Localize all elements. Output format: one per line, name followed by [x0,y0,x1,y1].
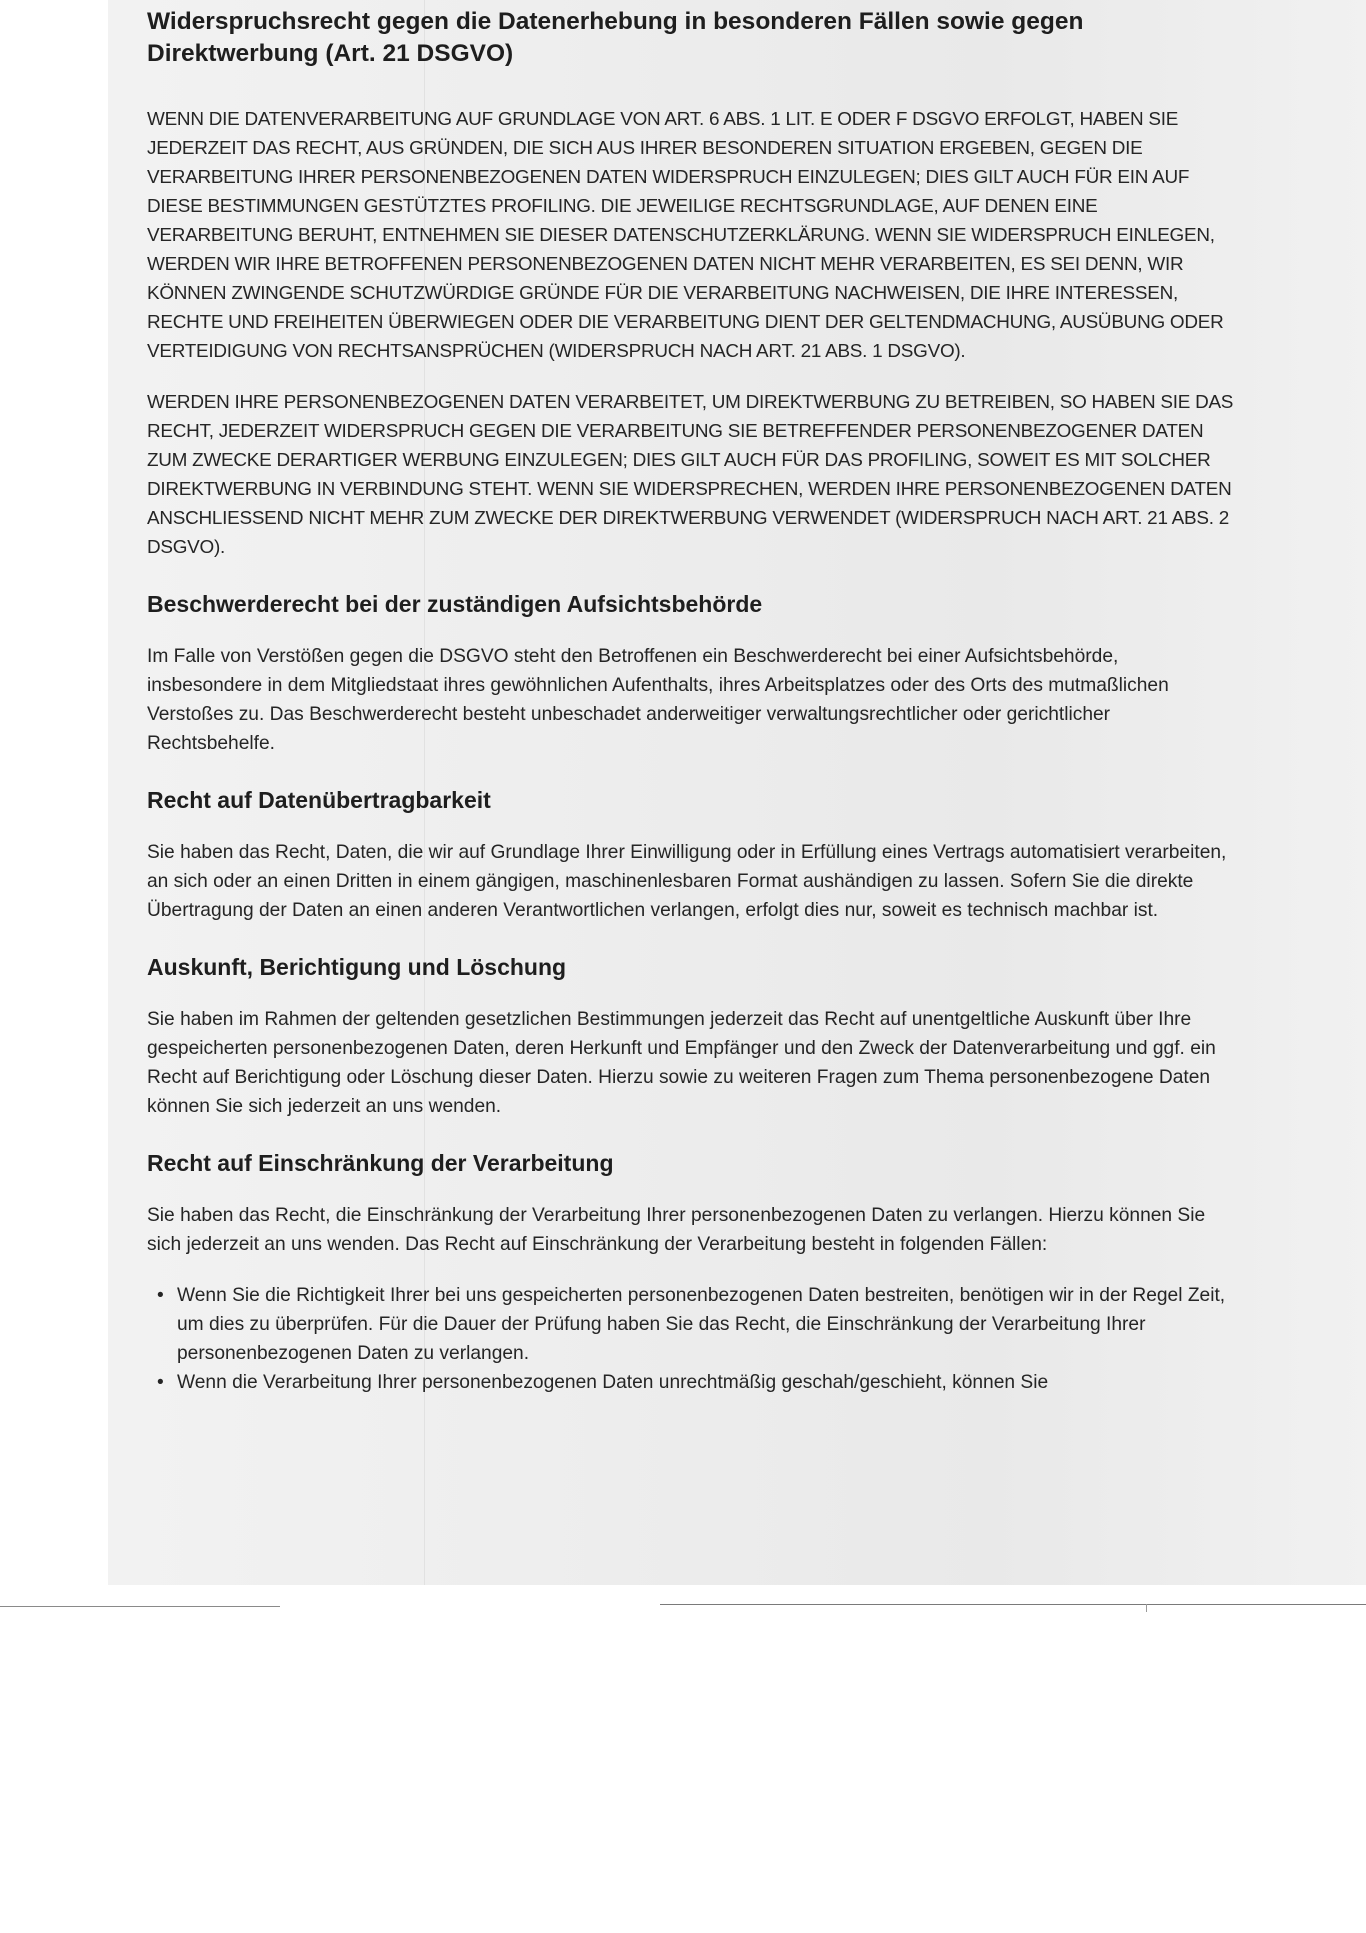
page-edge-tick [1146,1604,1147,1612]
heading-widerspruchsrecht: Widerspruchsrecht gegen die Datenerhebung in besonderen Fällen sowie gegen Direktwerbung (Art. 21 DSGVO) [147,8,1084,67]
page-edge-line [0,1606,280,1607]
paragraph-widerspruch-art21-abs1: WENN DIE DATENVERARBEITUNG AUF GRUNDLAGE VON ART. 6 ABS. 1 LIT. E ODER F DSGVO ERFOLGT, HABEN SIE JEDERZEIT DAS RECHT, AUS GRÜNDEN, DIE SICH AUS IHRER BESONDEREN SITUATION ERGEBEN, GEGEN DIE VERARBEITUNG IHRER PERSONENBEZOGENEN DATEN WIDERSPRUCH EINZULEGEN; DIES GILT AUCH FÜR EIN AUF DIESE BESTIMMUNGEN GESTÜTZTES PROFILING. DIE JEWEILIGE RECHTSGRUNDLAGE, AUF DENEN EINE VERARBEITUNG BERUHT, ENTNEHMEN SIE DIESER DATENSCHUTZERKLÄRUNG. WENN SIE WIDERSPRUCH EINLEGEN, WERDEN WIR IHRE BETROFFENEN PERSONENBEZOGENEN DATEN NICHT MEHR VERARBEITEN, ES SEI DENN, WIR KÖNNEN ZWINGENDE SCHUTZWÜRDIGE GRÜNDE FÜR DIE VERARBEITUNG NACHWEISEN, DIE IHRE INTERESSEN, RECHTE UND FREIHEITEN ÜBERWIEGEN ODER DIE VERARBEITUNG DIENT DER GELTENDMACHUNG, AUSÜBUNG ODER VERTEIDIGUNG VON RECHTSANSPRÜCHEN (WIDERSPRUCH NACH ART. 21 ABS. 1 DSGVO). [147,109,1224,362]
paragraph-einschraenkung: Sie haben das Recht, die Einschränkung der Verarbeitung Ihrer personenbezogenen Daten zu verlangen. Hierzu können Sie sich jederzeit an uns wenden. Das Recht auf Einschränkung der Verarbeitung besteht in folgenden Fällen: [147,1205,1206,1255]
list-item: • Wenn Sie die Richtigkeit Ihrer bei uns gespeicherten personenbezogenen Daten bestreiten, benötigen wir in der Regel Zeit, um dies zu überprüfen. Für die Dauer der Prüfung haben Sie das Recht, die Einschränkung der Verarbeitung Ihrer personenbezogenen Daten zu verlangen. [177,1281,1237,1368]
section-widerspruchsrecht [147,105,1237,562]
heading-auskunft: Auskunft, Berichtigung und Löschung [147,954,567,980]
paragraph-datenuebertragbarkeit: Sie haben das Recht, Daten, die wir auf Grundlage Ihrer Einwilligung oder in Erfüllung eines Vertrags automatisiert verarbeiten, an sich oder an einen Dritten in einem gängigen, maschinenlesbaren Format aushändigen zu lassen. Sofern Sie die direkte Übertragung der Daten an einen anderen Verantwortlichen verlangen, erfolgt dies nur, soweit es technisch machbar ist. [147,842,1227,921]
paragraph-auskunft: Sie haben im Rahmen der geltenden gesetzlichen Bestimmungen jederzeit das Recht auf unentgeltliche Auskunft über Ihre gespeicherten personenbezogenen Daten, deren Herkunft und Empfänger und den Zweck der Datenverarbeitung und ggf. ein Recht auf Berichtigung oder Löschung dieser Daten. Hierzu sowie zu weiteren Fragen zum Thema personenbezogene Daten können Sie sich jederzeit an uns wenden. [147,1009,1216,1117]
page-edge-line [660,1604,1366,1605]
paragraph-beschwerderecht: Im Falle von Verstößen gegen die DSGVO steht den Betroffenen ein Beschwerderecht bei einer Aufsichtsbehörde, insbesondere in dem Mitgliedstaat ihres gewöhnlichen Aufenthalts, ihres Arbeitsplatzes oder des Orts des mutmaßlichen Verstoßes zu. Das Beschwerderecht besteht unbeschadet anderweitiger verwaltungsrechtlicher oder gerichtlicher Rechtsbehelfe. [147,646,1169,754]
heading-einschraenkung: Recht auf Einschränkung der Verarbeitung [147,1150,614,1176]
document-body [147,6,1237,1397]
einschraenkung-bullet-list [147,1281,1237,1397]
heading-beschwerderecht: Beschwerderecht bei der zuständigen Aufsichtsbehörde [147,591,763,617]
paragraph-widerspruch-art21-abs2: WERDEN IHRE PERSONENBEZOGENEN DATEN VERARBEITET, UM DIREKTWERBUNG ZU BETREIBEN, SO HABEN SIE DAS RECHT, JEDERZEIT WIDERSPRUCH GEGEN DIE VERARBEITUNG SIE BETREFFENDER PERSONENBEZOGENER DATEN ZUM ZWECKE DERARTIGER WERBUNG EINZULEGEN; DIES GILT AUCH FÜR DAS PROFILING, SOWEIT ES MIT SOLCHER DIREKTWERBUNG IN VERBINDUNG STEHT. WENN SIE WIDERSPRECHEN, WERDEN IHRE PERSONENBEZOGENEN DATEN ANSCHLIESSEND NICHT MEHR ZUM ZWECKE DER DIREKTWERBUNG VERWENDET (WIDERSPRUCH NACH ART. 21 ABS. 2 DSGVO). [147,392,1234,558]
list-item: • Wenn die Verarbeitung Ihrer personenbezogenen Daten unrechtmäßig geschah/geschieht, können Sie [177,1368,1237,1397]
heading-datenuebertragbarkeit: Recht auf Datenübertragbarkeit [147,787,491,813]
